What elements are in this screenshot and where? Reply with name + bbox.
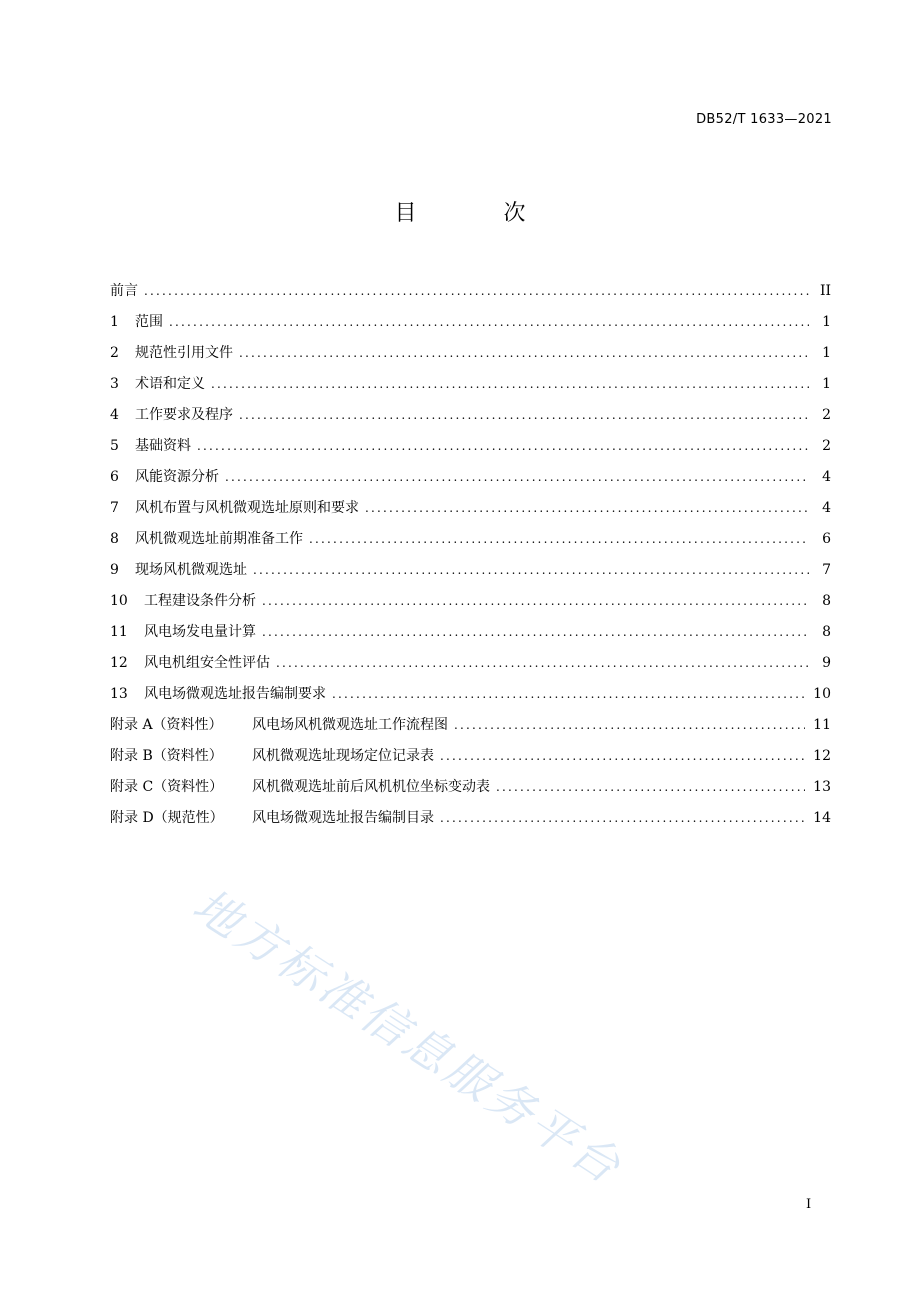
toc-entry-10[interactable] xyxy=(110,591,831,622)
toc-entry-label: 风机布置与风机微观选址原则和要求 xyxy=(135,500,359,516)
toc-entry-label: 风电场发电量计算 xyxy=(144,624,256,640)
toc-entry-appendix-b[interactable] xyxy=(110,746,831,777)
toc-entry-page: 4 xyxy=(822,500,831,516)
toc-entry-label: 规范性引用文件 xyxy=(135,345,233,361)
toc-entry-page: 2 xyxy=(822,407,831,423)
toc-entry-5[interactable] xyxy=(110,436,831,467)
toc-entry-label: 风电场微观选址报告编制目录 xyxy=(252,810,434,826)
toc-entry-7[interactable] xyxy=(110,498,831,529)
toc-entry-page: 11 xyxy=(813,717,831,733)
toc-leader-dots xyxy=(276,653,809,673)
toc-leader-dots xyxy=(496,777,805,797)
toc-entry-page: 6 xyxy=(822,531,831,547)
toc-entry-page: 10 xyxy=(813,686,831,702)
toc-entry-page: 1 xyxy=(822,376,831,392)
toc-entry-label: 工作要求及程序 xyxy=(135,407,233,423)
toc-entry-number: 13 xyxy=(110,686,128,702)
toc-entry-foreword[interactable] xyxy=(110,281,831,312)
toc-entry-page: 1 xyxy=(822,345,831,361)
toc-entry-9[interactable] xyxy=(110,560,831,591)
toc-entry-label: 范围 xyxy=(135,314,163,330)
toc-entry-11[interactable] xyxy=(110,622,831,653)
toc-entry-number: 9 xyxy=(110,562,119,578)
toc-entry-8[interactable] xyxy=(110,529,831,560)
toc-leader-dots xyxy=(239,405,809,425)
toc-leader-dots xyxy=(440,808,805,828)
toc-leader-dots xyxy=(211,374,809,394)
toc-leader-dots xyxy=(225,467,809,487)
toc-entry-number: 6 xyxy=(110,469,119,485)
toc-entry-appendix-c[interactable] xyxy=(110,777,831,808)
toc-entry-label: 基础资料 xyxy=(135,438,191,454)
toc-leader-dots xyxy=(239,343,809,363)
toc-entry-page: 14 xyxy=(813,810,831,826)
toc-entry-number: 12 xyxy=(110,655,128,671)
toc-leader-dots xyxy=(365,498,809,518)
toc-leader-dots xyxy=(332,684,805,704)
toc-entry-number: 附录 D（规范性） xyxy=(110,810,224,826)
toc-entry-6[interactable] xyxy=(110,467,831,498)
toc-entry-page: 7 xyxy=(822,562,831,578)
toc-leader-dots xyxy=(253,560,809,580)
toc-entry-label: 风机微观选址前后风机机位坐标变动表 xyxy=(252,779,490,795)
toc-leader-dots xyxy=(262,591,809,611)
toc-leader-dots xyxy=(454,715,805,735)
toc-entry-number: 8 xyxy=(110,531,119,547)
toc-entry-number: 附录 C（资料性） xyxy=(110,779,224,795)
toc-entry-1[interactable] xyxy=(110,312,831,343)
toc-entry-label: 风电机组安全性评估 xyxy=(144,655,270,671)
toc-entry-label: 前言 xyxy=(110,283,138,299)
toc-leader-dots xyxy=(169,312,809,332)
toc-entry-number: 2 xyxy=(110,345,119,361)
toc-leader-dots xyxy=(440,746,805,766)
toc-entry-4[interactable] xyxy=(110,405,831,436)
toc-entry-number: 11 xyxy=(110,624,128,640)
toc-entry-label: 风电场风机微观选址工作流程图 xyxy=(252,717,448,733)
toc-entry-12[interactable] xyxy=(110,653,831,684)
toc-leader-dots xyxy=(309,529,809,549)
document-code: DB52/T 1633—2021 xyxy=(696,112,832,127)
table-of-contents xyxy=(110,281,831,839)
toc-entry-number: 4 xyxy=(110,407,119,423)
toc-entry-page: 12 xyxy=(813,748,831,764)
toc-entry-appendix-d[interactable] xyxy=(110,808,831,839)
toc-entry-number: 5 xyxy=(110,438,119,454)
toc-entry-label: 现场风机微观选址 xyxy=(135,562,247,578)
watermark: 地方标准信息服务平台 xyxy=(183,877,633,1196)
toc-entry-page: II xyxy=(819,283,831,299)
toc-entry-number: 10 xyxy=(110,593,128,609)
toc-entry-label: 风机微观选址前期准备工作 xyxy=(135,531,303,547)
toc-entry-label: 风电场微观选址报告编制要求 xyxy=(144,686,326,702)
toc-entry-label: 工程建设条件分析 xyxy=(144,593,256,609)
toc-entry-2[interactable] xyxy=(110,343,831,374)
toc-entry-page: 1 xyxy=(822,314,831,330)
toc-entry-number: 附录 A（资料性） xyxy=(110,717,223,733)
page-title: 目 次 xyxy=(394,201,566,226)
toc-entry-number: 7 xyxy=(110,500,119,516)
toc-entry-page: 13 xyxy=(813,779,831,795)
toc-entry-label: 风机微观选址现场定位记录表 xyxy=(252,748,434,764)
toc-entry-number: 3 xyxy=(110,376,119,392)
toc-entry-label: 风能资源分析 xyxy=(135,469,219,485)
page-number: I xyxy=(806,1197,812,1212)
toc-entry-3[interactable] xyxy=(110,374,831,405)
toc-entry-label: 术语和定义 xyxy=(135,376,205,392)
toc-leader-dots xyxy=(197,436,809,456)
toc-leader-dots xyxy=(144,281,809,301)
toc-entry-page: 4 xyxy=(822,469,831,485)
toc-entry-number: 1 xyxy=(110,314,119,330)
toc-entry-page: 9 xyxy=(822,655,831,671)
toc-entry-13[interactable] xyxy=(110,684,831,715)
toc-entry-page: 8 xyxy=(822,624,831,640)
toc-leader-dots xyxy=(262,622,809,642)
toc-entry-page: 8 xyxy=(822,593,831,609)
toc-entry-number: 附录 B（资料性） xyxy=(110,748,223,764)
toc-entry-appendix-a[interactable] xyxy=(110,715,831,746)
toc-entry-page: 2 xyxy=(822,438,831,454)
